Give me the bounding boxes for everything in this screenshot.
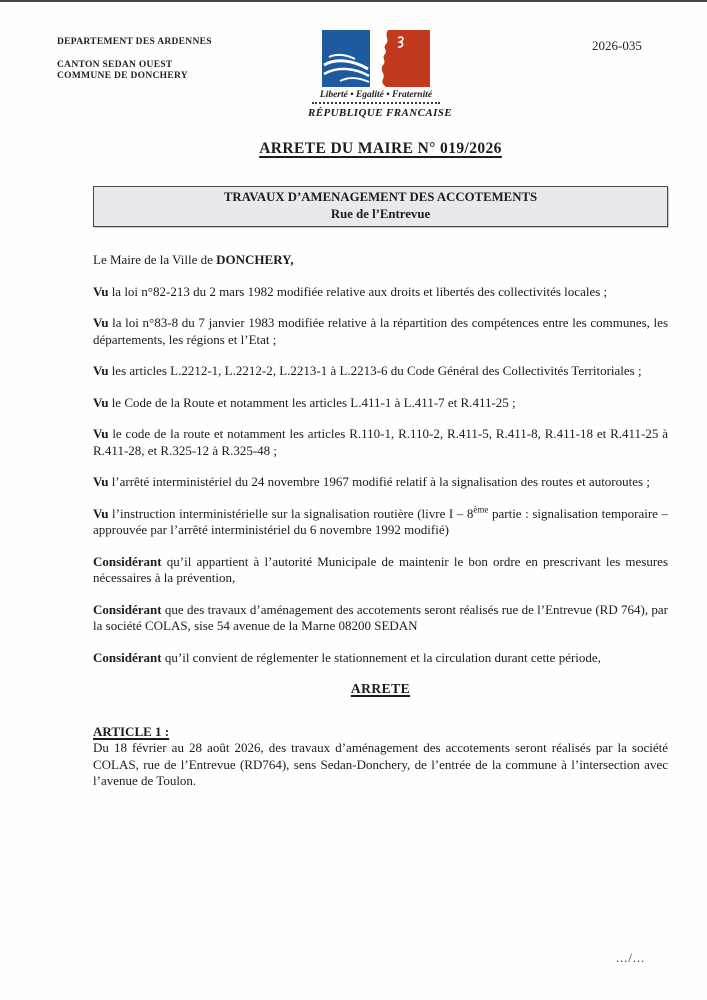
recital-text: la loi n°83-8 du 7 janvier 1983 modifiée relative à la répartition des compétences entre les communes, les départements, les régions et l’Etat ; [93,315,668,347]
recital-lead: Vu [93,363,109,378]
scan-edge-line [0,0,707,2]
recital-lead: Vu [93,505,109,521]
decree-title [93,140,668,158]
recital-superscript: ème [473,504,489,515]
subject-banner-line1: TRAVAUX D’AMENAGEMENT DES ACCOTEMENTS [223,190,538,204]
canton-label: CANTON SEDAN OUEST [57,59,173,70]
recital-lead: Considérant [93,601,162,617]
recital-paragraph [93,395,668,412]
subject-banner-line2: Rue de l’Entrevue [330,207,431,221]
recital-text: la loi n°82-213 du 2 mars 1982 modifiée relative aux droits et libertés des collectivités locales ; [111,283,608,299]
recital-text: le Code de la Route et notamment les articles L.411-1 à L.411-7 et R.411-25 ; [111,394,516,410]
recital-paragraph [93,426,668,459]
recital-paragraph [93,284,668,301]
salutation-prefix: Le Maire de la Ville de [93,252,217,267]
recital-lead: Vu [93,283,109,299]
arrete-section-heading [93,681,668,698]
logo-separator [312,102,440,104]
recital-lead: Considérant [93,553,162,569]
department-label: DEPARTEMENT DES ARDENNES [57,37,212,47]
logo-motto: Liberté • Egalité • Fraternité [319,90,433,100]
decree-title-text: ARRETE DU MAIRE N° 019/2026 [259,140,502,157]
recital-text: que des travaux d’aménagement des accotements seront réalisés rue de l’Entrevue (RD 764), par la société COLAS, sise 54 avenue de la Marne 08200 SEDAN [93,601,668,633]
recital-paragraph [93,602,668,635]
article-1-text: Du 18 février au 28 août 2026, des travaux d’aménagement des accotements seront réalisés par la société COLAS, rue de l’Entrevue (RD764), sens Sedan-Donchery, de l’entrée de la commune à l’intersection avec l’avenue de Toulon. [93,740,668,788]
recital-paragraph [93,554,668,587]
recital-lead: Vu [93,426,109,441]
recital-lead: Vu [93,394,109,410]
article-1-heading-text: ARTICLE 1 : [93,723,170,739]
logo-republic-label: RÉPUBLIQUE FRANCAISE [308,107,453,119]
subject-banner [93,186,668,227]
arrete-heading-text: ARRETE [350,681,411,696]
recital-text: l’arrêté interministériel du 24 novembre 1967 modifié relatif à la signalisation des routes et autoroutes ; [111,474,650,489]
recital-lead: Vu [93,474,109,489]
document-body [93,252,668,805]
recital-paragraph [93,474,668,491]
recital-lead: Vu [93,315,109,330]
marianne-logo-icon [322,30,430,87]
republique-francaise-logo [308,30,453,119]
recital-paragraph [93,315,668,348]
recital-text: les articles L.2212-1, L.2212-2, L.2213-1 à L.2213-6 du Code Général des Collectivités Territoriales ; [111,363,642,378]
recital-text: l’instruction interministérielle sur la signalisation routière (livre I – 8 [112,505,474,521]
document-number: 2026-035 [592,38,642,53]
article-1-heading [93,724,668,741]
recital-text-after: partie : signalisation temporaire – approuvée par l’arrêté interministériel du 6 novembre 1992 modifié) [93,505,668,537]
recital-text: qu’il appartient à l’autorité Municipale de maintenir le bon ordre en prescrivant les mesures nécessaires à la prévention, [93,553,669,585]
commune-label: COMMUNE DE DONCHERY [57,71,188,81]
recital-paragraph [93,363,668,380]
recital-text: le code de la route et notamment les articles R.110-1, R.110-2, R.411-5, R.411-8, R.411-18 et R.411-25 à R.411-28, et R.325-12 à R.325-48 ; [93,426,669,458]
recital-paragraph [93,650,668,667]
header-authority-block [57,37,212,83]
recital-paragraph [93,506,668,539]
salutation-commune: DONCHERY, [216,252,294,267]
page-continuation-mark: .../... [616,951,646,965]
recital-text: qu’il convient de réglementer le stationnement et la circulation durant cette période, [164,649,601,665]
salutation [93,252,668,269]
recital-lead: Considérant [93,649,162,665]
